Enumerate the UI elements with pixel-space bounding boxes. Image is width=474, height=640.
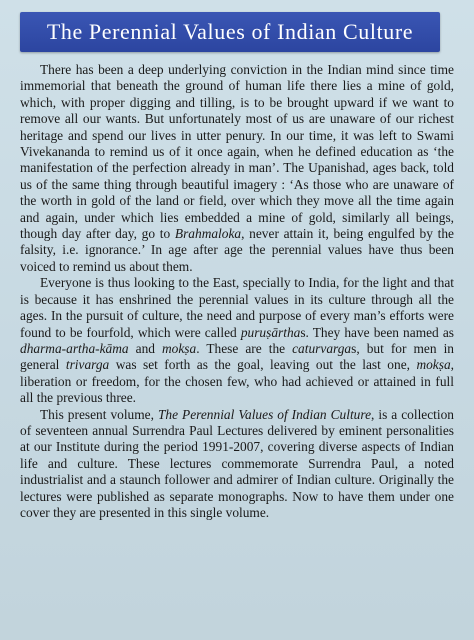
paragraph-2-italic: mokṣa [416,357,451,373]
paragraph-2-text: was set forth as the goal, leaving out the last one, [109,357,417,373]
paragraph-2 [20,275,454,406]
paragraph-2-text: . These are the [196,340,293,356]
paragraph-3-italic: The Perennial Values of Indian Culture [157,406,372,422]
blurb-text [20,62,454,521]
title-banner [20,12,440,52]
paragraph-3-text: , is a collection of seventeen annual Surrendra Paul Lectures delivered by eminent personalities at our Institute during the period 1991-2007, covering diverse aspects of Indian life and culture. These lectures commemorate Surrendra Paul, a noted industrialist and a staunch follower and admirer of Indian culture. Originally the lectures were published as separate monographs. Now to have them under one cover they are presented in this single volume. [20,406,455,520]
page-title: The Perennial Values of Indian Culture [46,19,414,44]
paragraph-2-italic: mokṣa [162,340,197,356]
paragraph-2-text: Everyone is thus looking to the East, specially to India, for the light and that is because it has enshrined the perennial values in its culture through all the ages. In the pursuit of culture, the need and purpose of every man’s efforts were found to be fourfold, which were called [20,275,454,340]
paragraph-1-text: There has been a deep underlying conviction in the Indian mind since time immemorial that beneath the ground of human life there lies a mine of gold, which, with proper digging and tilling, is to be brought upward if we want to remove all our wants. But unfortunately most of us are unaware of our richest heritage and spend our lives in utter penury. In our time, it was left to Swami Vivekananda to remind us of it once again, when he defined education as ‘the manifestation of the perfection already in man’. The Upanishad, ages back, told us of the same thing through beautiful imagery : ‘As those who are unaware of the worth in gold of the land or field, over which they move all the time again and again, under which lies embedded a mine of gold, similarly all beings, though day after day, go to [20,62,454,242]
paragraph-1-text-end: , never attain it, being engulfed by the falsity, i.e. ignorance.’ In age after age the perennial values have thus been voiced to remind us about them. [20,226,454,274]
paragraph-2-italic: dharma-artha-kāma [20,340,129,356]
paragraph-2-text: and [128,340,162,356]
paragraph-3-text: This present volume, [40,406,158,422]
paragraph-1-italic: Brahmaloka [174,226,242,242]
paragraph-3 [20,407,454,522]
paragraph-2-italic: trivarga [65,357,110,373]
paragraph-2-italic: caturvarga [292,340,352,356]
paragraph-2-text: s, but for men in general [20,340,454,373]
paragraph-2-text: , liberation or freedom, for the chosen few, who had achieved or attained in full all the previous three. [20,357,455,406]
paragraph-2-text: s. They have been named as [300,324,454,340]
paragraph-1 [20,62,454,275]
paragraph-2-italic: puruṣārtha [240,324,301,340]
